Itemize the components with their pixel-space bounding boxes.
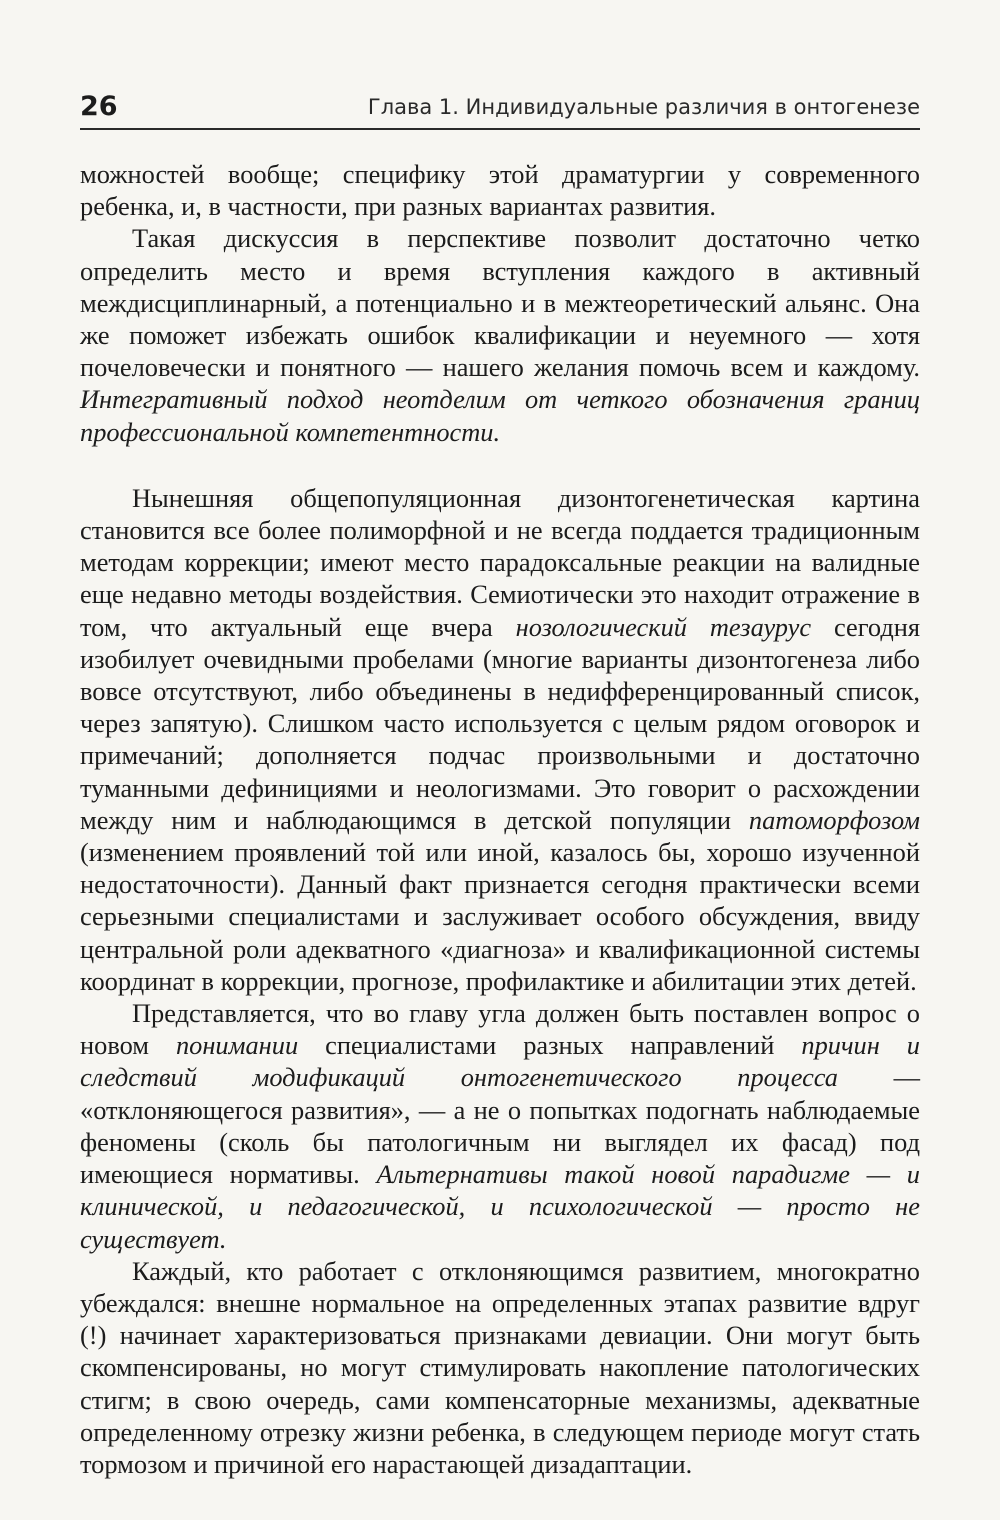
emphasis-run: понимании [175, 1030, 299, 1061]
book-page [80, 88, 921, 1479]
body-text [80, 158, 920, 1480]
text-run: (изменением проявлений той или иной, казалось бы, хорошо изученной недостаточности). Данный факт признается сегодня практически всеми серьезными специалистами и заслуживает особого обсуждения, ввиду центральной роли адекватного «диагноза» и квалификационной системы координат в коррекции, прогнозе, профилактике и абилитации этих детей. [80, 837, 920, 996]
emphasis-run: нозологический тезаурус [515, 611, 812, 642]
text-run: Представляется, что во главу угла должен быть поставлен вопрос о новом [80, 998, 920, 1061]
text-run: можностей вообще; специфику этой драматургии у современного ребенка, и, в частности, при разных вариантах развития. [80, 159, 920, 222]
text-run: специалистами разных направлений [298, 1030, 802, 1061]
page-number: 26 [80, 91, 118, 122]
chapter-title: Глава 1. Индивидуальные различия в онтогенезе [367, 95, 920, 119]
paragraph-continuation [80, 158, 920, 222]
text-run: Нынешняя общепопуляционная дизонтогенетическая картина становится все более полиморфной и не всегда поддается традиционным методам коррекции; имеют место парадоксальные реакции на валидные еще недавно методы воздействия. Семиотически это находит отражение в том, что актуальный еще вчера [80, 482, 920, 642]
text-run: — «отклоняющегося развития», — а не о попытках подогнать наблюдаемые феномены (сколь бы патологичным ни выглядел их фасад) под имеющиеся нормативы. [80, 1062, 920, 1190]
paragraph-deviant-development [80, 1255, 920, 1480]
paragraph-discussion [80, 222, 920, 447]
text-run: Каждый, кто работает с отклоняющимся развитием, многократно убеждался: внешне нормальное на определенных этапах развитие вдруг (!) начинает характеризоваться признаками девиации. Они могут быть скомпенсированы, но могут стимулировать накопление патологических стигм; в свою очередь, сами компенсаторные механизмы, адекватные определенному отрезку жизни ребенка, в следующем периоде могут стать тормозом и причиной его нарастающей дизадаптации. [80, 1255, 920, 1479]
emphasis-run: Альтернативы такой новой парадигме — и клинической, и педагогической, и психологической — просто не существует. [80, 1159, 920, 1254]
emphasis-run: причин и следствий модификаций онтогенетического процесса [80, 1030, 920, 1093]
text-run: сегодня изобилует очевидными пробелами (многие варианты дизонтогенеза либо вовсе отсутствуют, либо объединены в недифференцированный список, через запятую). Слишком часто используется с целым рядом оговорок и примечаний; дополняется подчас произвольными и достаточно туманными дефинициями и неологизмами. Это говорит о расхождении между ним и наблюдающимся в детской популяции [80, 611, 921, 835]
emphasis-run: Интегративный подход неотделим от четкого обозначения границ профессиональной компетентности. [80, 384, 920, 447]
text-run: Такая дискуссия в перспективе позволит достаточно четко определить место и время вступления каждого в активный междисциплинарный, а потенциально и в межтеоретический альянс. Она же поможет избежать ошибок квалификации и неуемного — хотя почеловечески и понятного — нашего желания помочь всем и каждому. [80, 223, 920, 383]
paragraph-dysontogenetic-picture [80, 482, 920, 997]
paragraph-new-understanding [80, 997, 920, 1255]
emphasis-run: патоморфозом [748, 804, 920, 835]
running-header [80, 88, 920, 130]
